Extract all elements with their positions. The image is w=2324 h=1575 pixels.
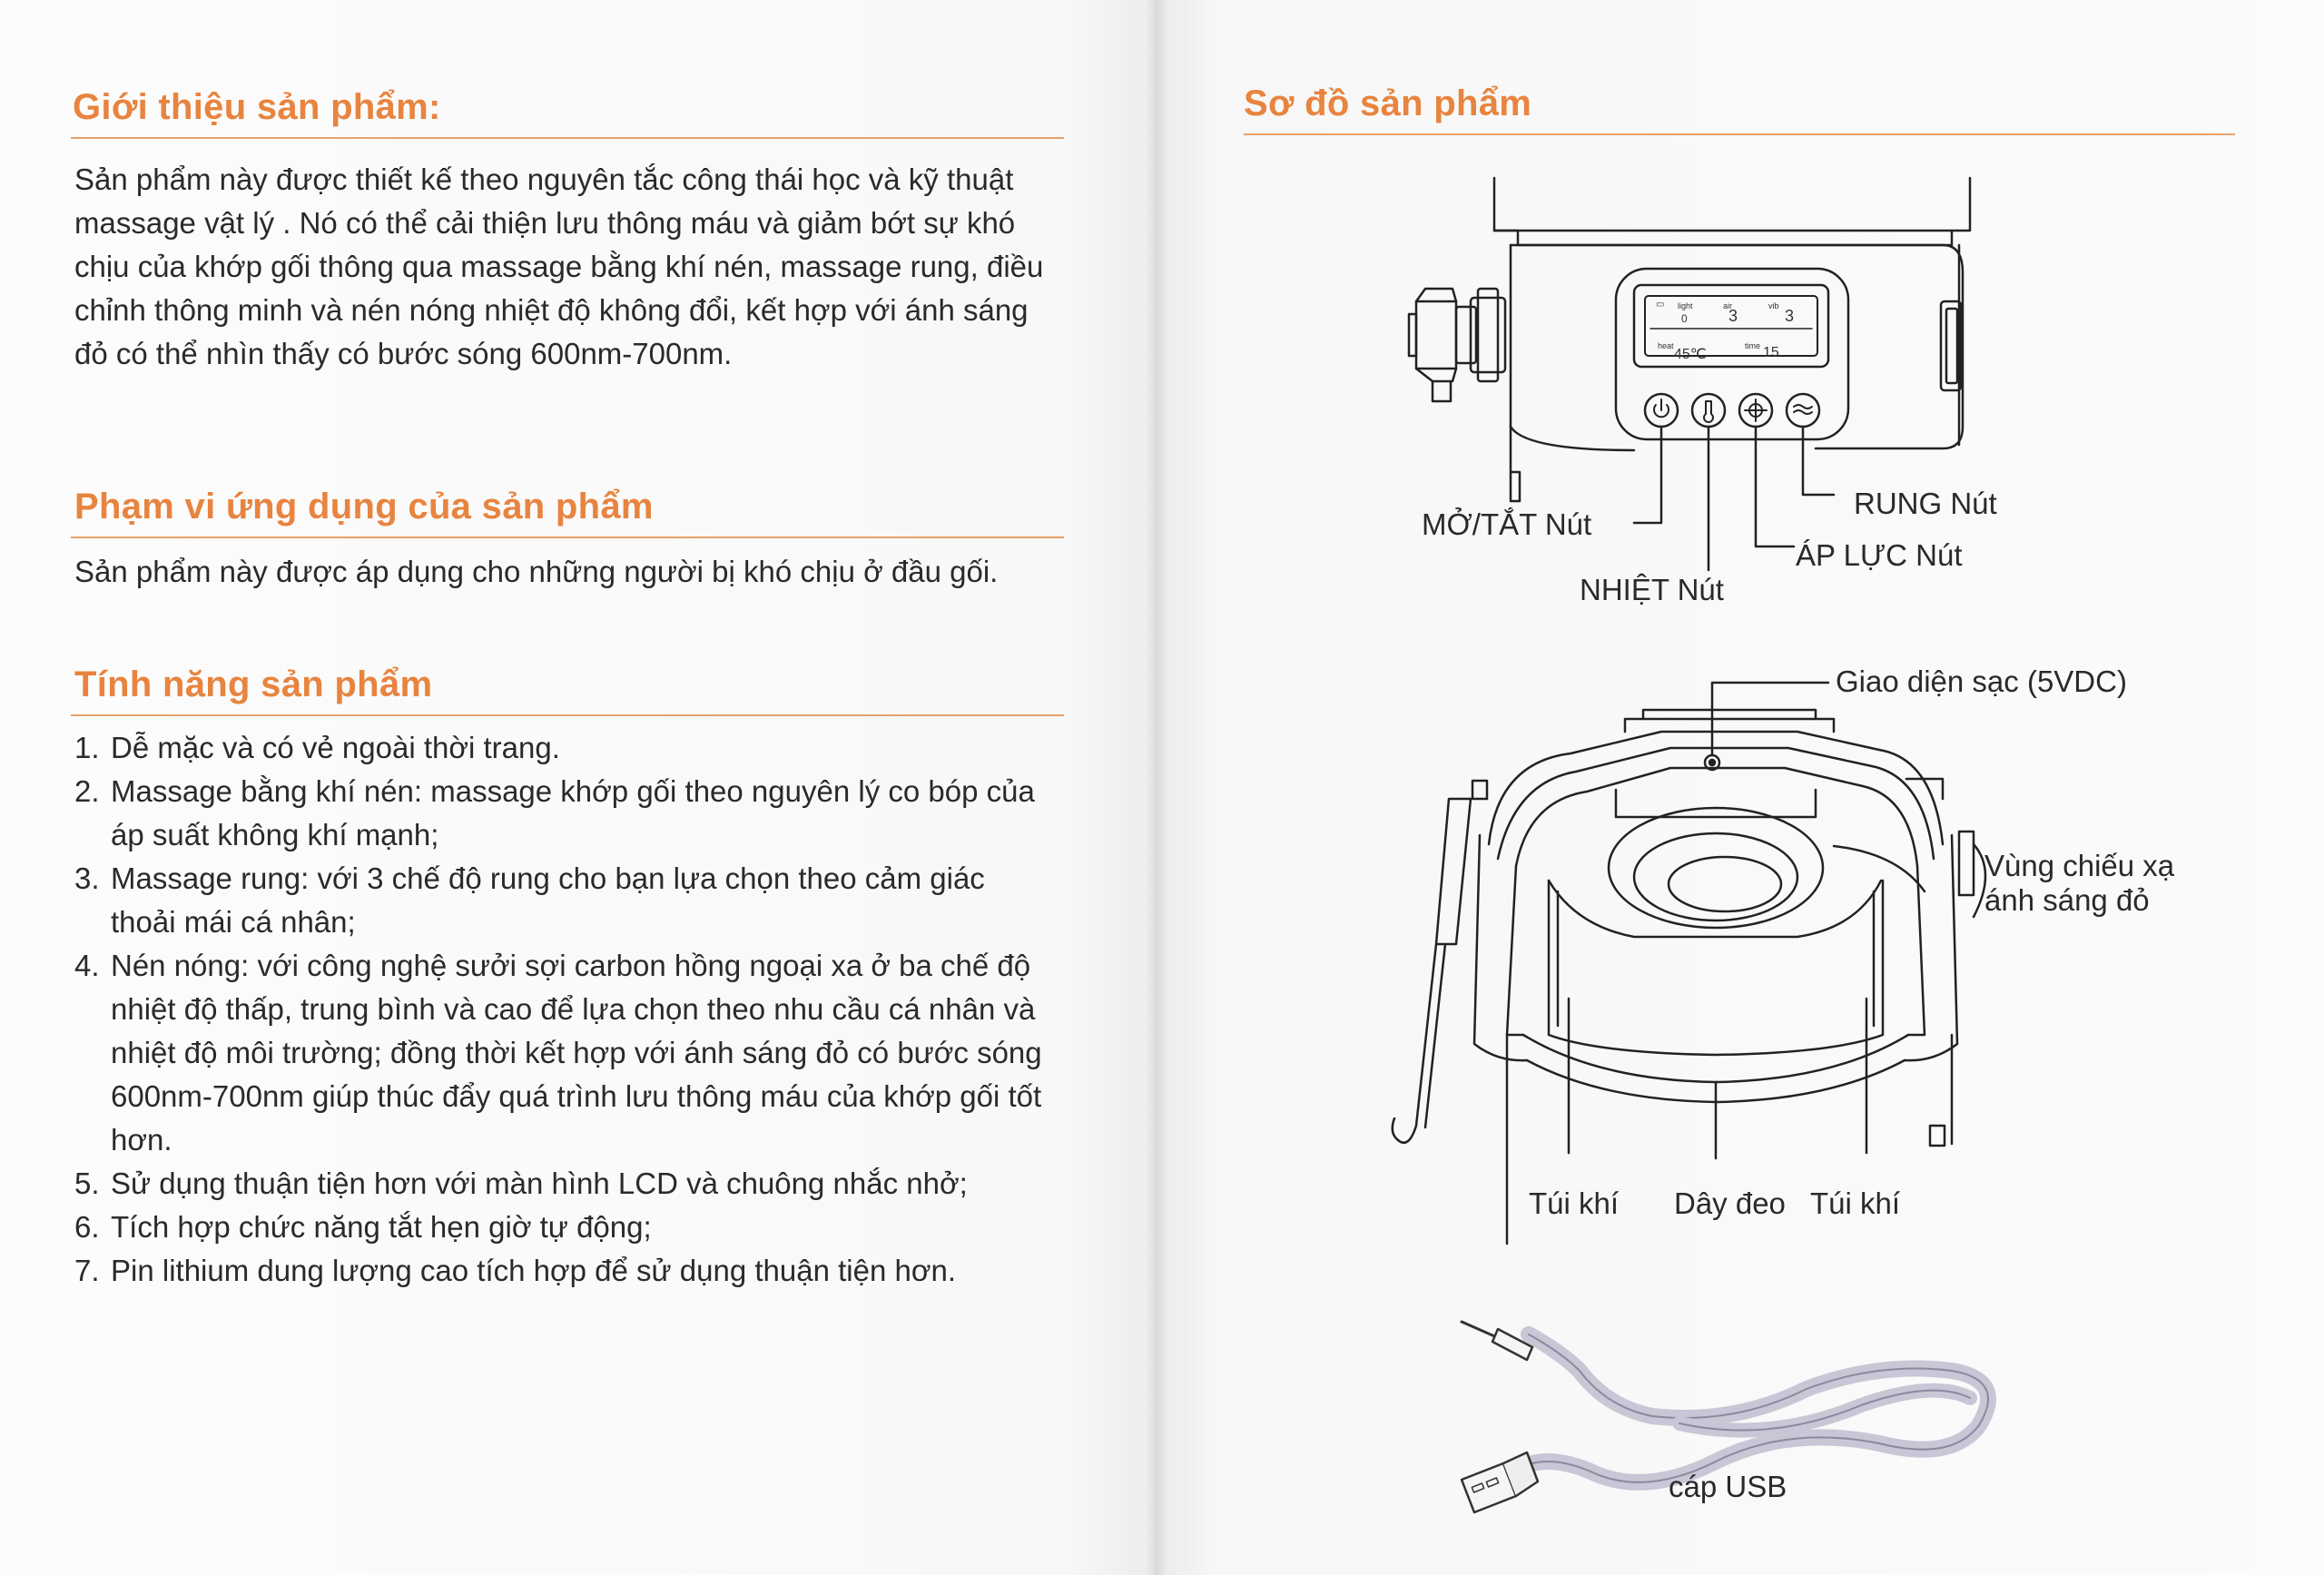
lcd-heat-label: heat bbox=[1658, 341, 1674, 350]
diagram-rule bbox=[1244, 133, 2235, 135]
intro-rule bbox=[71, 137, 1064, 139]
feature-item: 7. Pin lithium dung lượng cao tích hợp để sử dụng thuận tiện hơn. bbox=[74, 1254, 957, 1287]
diagram-heading: Sơ đồ sản phẩm bbox=[1244, 84, 1532, 123]
usb-cable-illustration bbox=[1443, 1307, 2006, 1561]
intro-line: chịu của khớp gối thông qua massage bằng khí nén, massage rung, điều bbox=[74, 250, 1044, 283]
lcd-time-label: time bbox=[1745, 341, 1761, 350]
usb-cable-label: cáp USB bbox=[1669, 1470, 1787, 1503]
intro-line: massage vật lý . Nó có thể cải thiện lưu thông máu và giảm bớt sự khó bbox=[74, 206, 1016, 240]
intro-line: Sản phẩm này được thiết kế theo nguyên tắc công thái học và kỹ thuật bbox=[74, 162, 1014, 196]
lcd-air-value: 3 bbox=[1728, 307, 1738, 325]
left-page bbox=[0, 0, 1155, 1575]
feature-item: 4. Nén nóng: với công nghệ sưởi sợi carbon hồng ngoại xa ở ba chế độ nhiệt độ thấp, trung bình và cao để lựa chọn theo nhu cầu cá nhân và nhiệt độ môi trường; đồng thời kết hợp với ánh sáng đỏ có bước sóng 600nm-700nm giúp thúc đẩy quá trình lưu thông máu của khớp gối tốt hơn. bbox=[74, 949, 1042, 1157]
lcd-time-value: 15 bbox=[1763, 345, 1779, 360]
top-strap bbox=[1494, 178, 1970, 231]
feature-item: 3. Massage rung: với 3 chế độ rung cho bạn lựa chọn theo cảm giác thoải mái cá nhân; bbox=[74, 861, 985, 939]
intro-paragraph bbox=[74, 158, 1091, 376]
intro-line: đỏ có thể nhìn thấy có bước sóng 600nm-700nm. bbox=[74, 337, 733, 370]
feature-item: 6. Tích hợp chức năng tắt hẹn giờ tự động; bbox=[74, 1210, 652, 1244]
features-heading: Tính năng sản phẩm bbox=[74, 664, 433, 704]
scope-heading: Phạm vi ứng dụng của sản phẩm bbox=[74, 487, 654, 527]
charge-port-label: Giao diện sạc (5VDC) bbox=[1836, 664, 2127, 698]
feature-item: 2. Massage bằng khí nén: massage khớp gối theo nguyên lý co bóp của áp suất không khí mạnh; bbox=[74, 774, 1035, 851]
lcd-light-label: light bbox=[1678, 301, 1693, 310]
features-list bbox=[73, 726, 1071, 1293]
scope-rule bbox=[71, 536, 1064, 538]
battery-icon: ▭ bbox=[1656, 300, 1665, 310]
airbag-right-label: Túi khí bbox=[1810, 1186, 1901, 1220]
power-button-label: MỞ/TẮT Nút bbox=[1422, 507, 1592, 541]
vibration-button-label: RUNG Nút bbox=[1854, 487, 1997, 520]
intro-line: chỉnh thông minh và nén nóng nhiệt độ không đổi, kết hợp với ánh sáng bbox=[74, 293, 1029, 327]
device-bottom-view bbox=[1362, 654, 2015, 1235]
pressure-button-label: ÁP LỰC Nút bbox=[1796, 538, 1963, 572]
airbag-left-label: Túi khí bbox=[1529, 1186, 1620, 1220]
scope-text: Sản phẩm này được áp dụng cho những người bị khó chịu ở đầu gối. bbox=[74, 555, 999, 588]
lcd-air-label: air bbox=[1723, 301, 1733, 310]
lcd-vib-label: vib bbox=[1768, 301, 1779, 310]
features-rule bbox=[71, 714, 1064, 716]
red-light-label-1: Vùng chiếu xạ bbox=[1984, 849, 2175, 882]
red-light-label-2: ánh sáng đỏ bbox=[1984, 883, 2150, 917]
lcd-heat-value: 45℃ bbox=[1674, 347, 1707, 362]
feature-item: 5. Sử dụng thuận tiện hơn với màn hình LCD và chuông nhắc nhở; bbox=[74, 1166, 968, 1200]
lcd-vib-value: 3 bbox=[1785, 307, 1795, 325]
strap-label: Dây đeo bbox=[1674, 1186, 1786, 1220]
heat-button-label: NHIỆT Nút bbox=[1580, 573, 1724, 606]
lcd-light-value: 0 bbox=[1681, 312, 1688, 325]
book-spine bbox=[1146, 0, 1167, 1575]
intro-heading: Giới thiệu sản phẩm: bbox=[73, 87, 441, 127]
feature-item: 1. Dễ mặc và có vẻ ngoài thời trang. bbox=[74, 731, 560, 764]
